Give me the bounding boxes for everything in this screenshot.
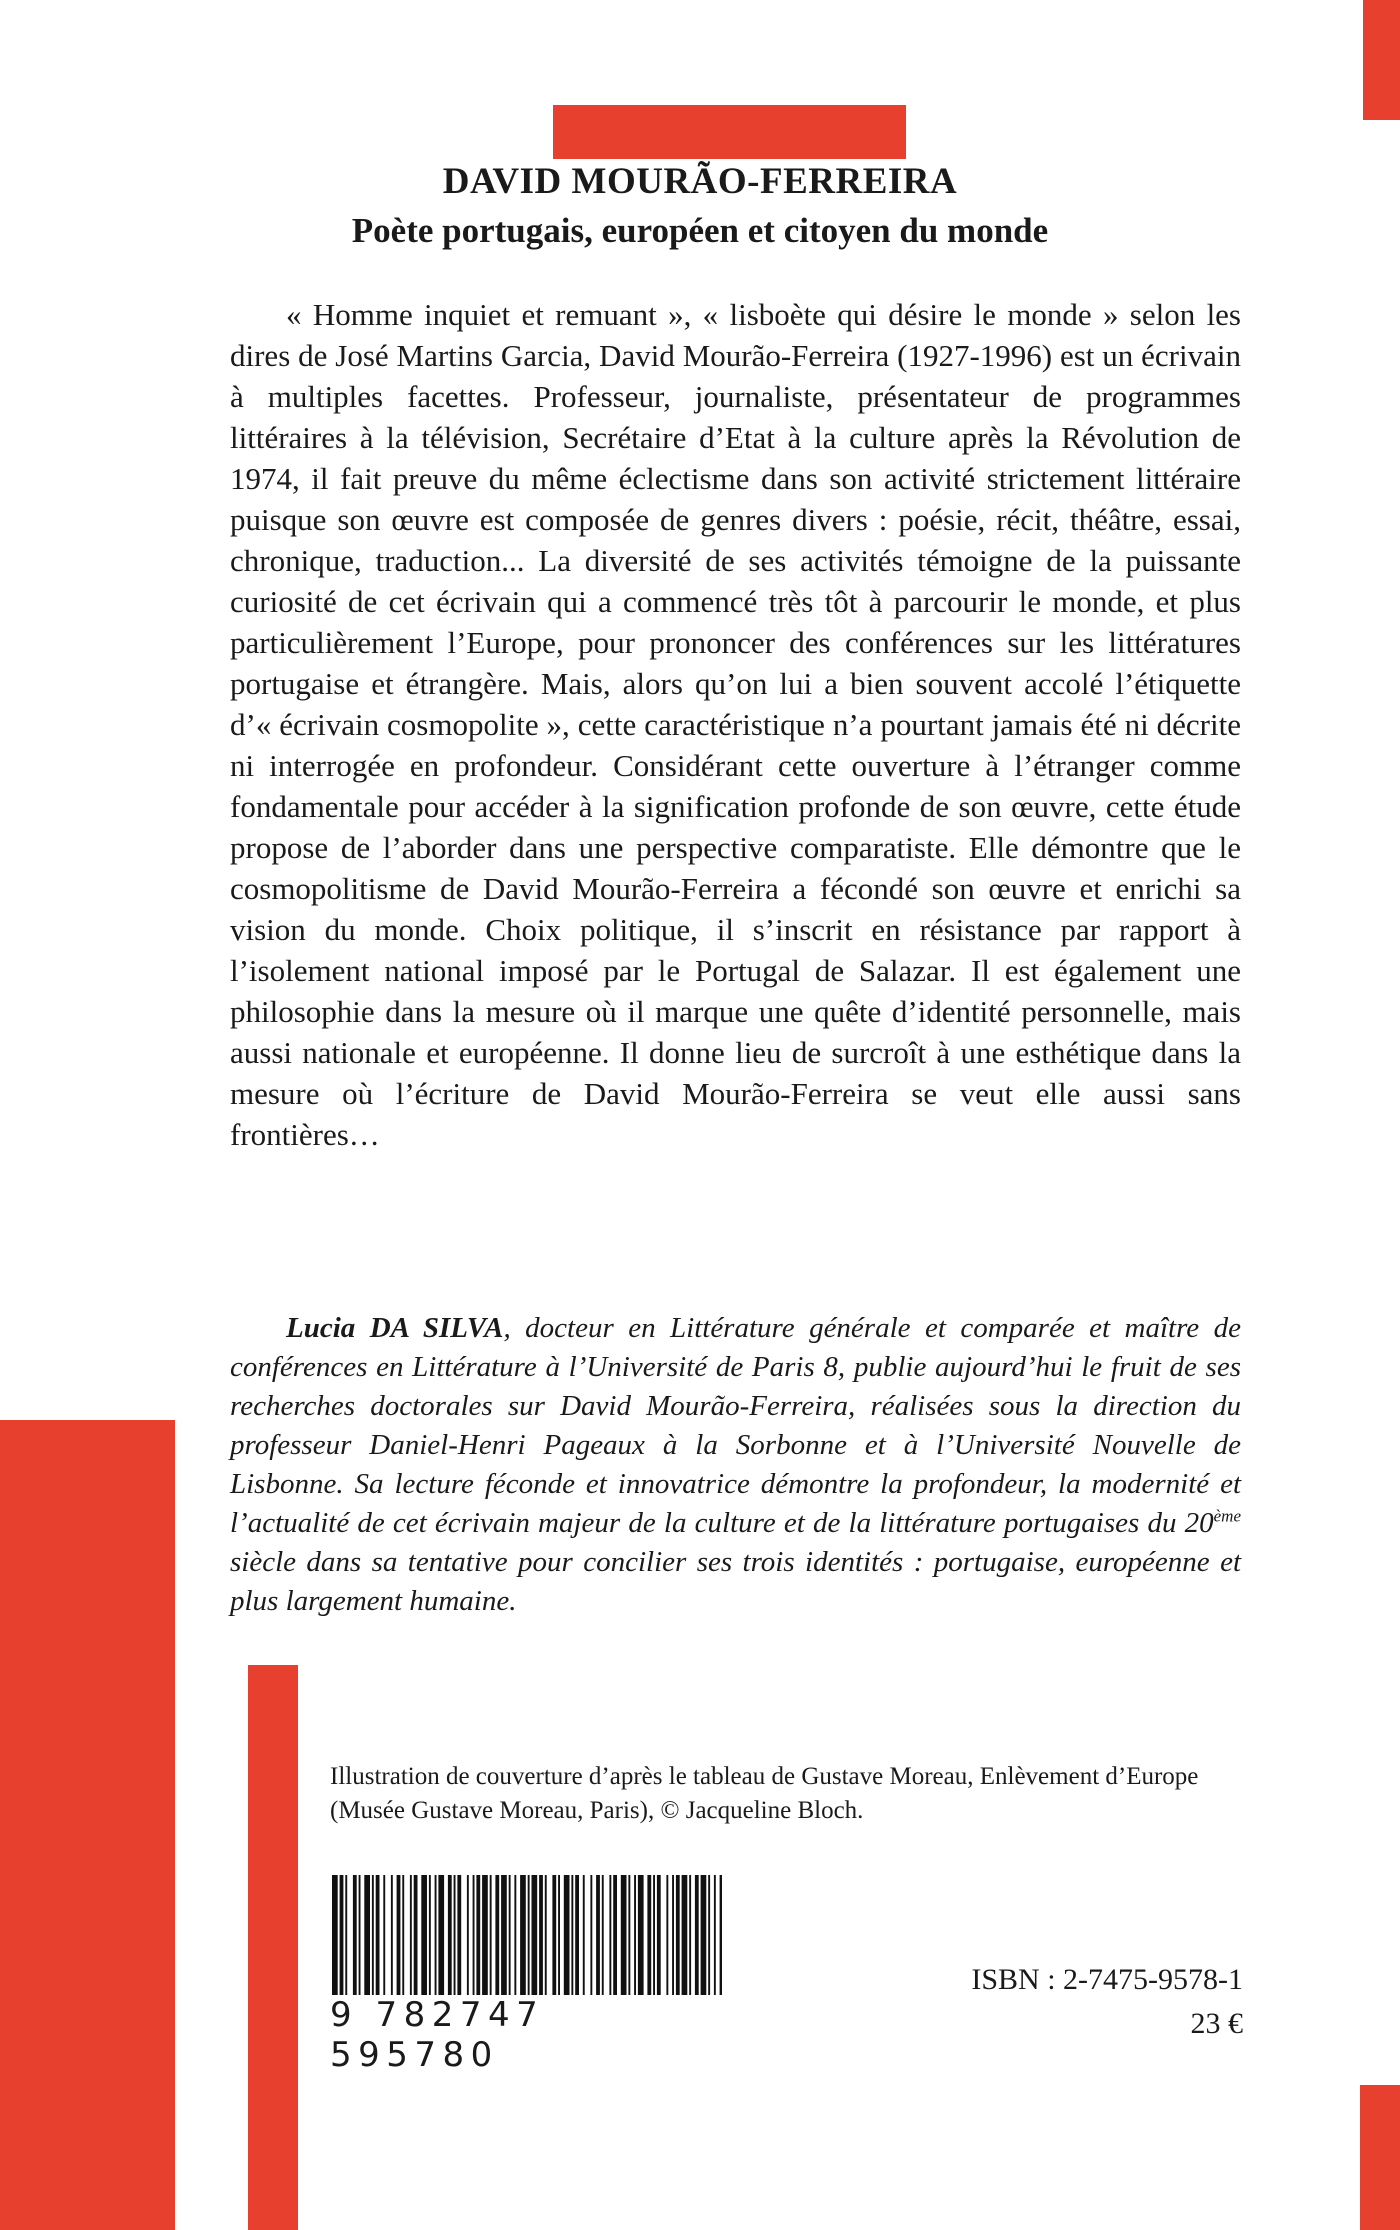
book-subtitle: Poète portugais, européen et citoyen du monde xyxy=(351,211,1049,250)
decorative-bar-left-inner xyxy=(248,1665,298,2230)
isbn-block xyxy=(971,1958,1243,2046)
cover-credit: Illustration de couverture d’après le tableau de Gustave Moreau, Enlèvement d’Europe (Musée Gustave Moreau, Paris), © Jacqueline Bloch. xyxy=(330,1763,1199,1824)
decorative-bar-bottom-right xyxy=(1360,2085,1400,2230)
author-name: Lucia DA SILVA xyxy=(286,1312,504,1344)
bio-text: , docteur en Littérature générale et comparée et maître de conférences en Littérature à l’Université de Paris 8, publie aujourd’hui le fruit de ses recherches doctorales sur David Mourão-Ferreira, réalisées sous la direction du professeur Daniel-Henri Pageaux à la Sorbonne et à l’Université Nouvelle de Lisbonne. Sa lecture féconde et innovatrice démontre la profondeur, la modernité et l’actualité de cet écrivain majeur de la culture et de la littérature portugaises du 20 xyxy=(230,1312,1241,1539)
bio-text-end: siècle dans sa tentative pour concilier ses trois identités : portugaise, européenne et plus largement humaine. xyxy=(230,1546,1241,1617)
decorative-bar-title xyxy=(553,105,906,159)
price: 23 € xyxy=(1190,2007,1243,2040)
barcode-digits: 9 782747 595780 xyxy=(330,1995,730,2075)
summary-paragraph: « Homme inquiet et remuant », « lisboète qui désire le monde » selon les dires de José Martins Garcia, David Mourão-Ferreira (1927-1996) est un écrivain à multiples facettes. Professeur, journaliste, présentateur de programmes littéraires à la télévision, Secrétaire d’Etat à la culture après la Révolution de 1974, il fait preuve du même éclectisme dans son activité strictement littéraire puisque son œuvre est composée de genres divers : poésie, récit, théâtre, essai, chronique, traduction... La diversité de ses activités témoigne de la puissante curiosité de cet écrivain qui a commencé très tôt à parcourir le monde, et plus particulièrement l’Europe, pour prononcer des conférences sur les littératures portugaise et étrangère. Mais, alors qu’on lui a bien souvent accolé l’étiquette d’« écrivain cosmopolite », cette caractéristique n’a pourtant jamais été ni décrite ni interrogée en profondeur. Considérant cette ouverture à l’étranger comme fondamentale pour accéder à la signification profonde de son œuvre, cette étude propose de l’aborder dans une perspective comparatiste. Elle démontre que le cosmopolitisme de David Mourão-Ferreira a fécondé son œuvre et enrichi sa vision du monde. Choix politique, il s’inscrit en résistance par rapport à l’isolement national imposé par le Portugal de Salazar. Il est également une philosophie dans la mesure où il marque une quête d’identité personnelle, mais aussi nationale et européenne. Il donne lieu de surcroît à une esthétique dans la mesure où l’écriture de David Mourão-Ferreira se veut elle aussi sans frontières… xyxy=(230,297,1241,1152)
isbn-number: ISBN : 2-7475-9578-1 xyxy=(971,1963,1243,1996)
decorative-bar-left xyxy=(0,1420,175,2230)
bio-superscript: ème xyxy=(1213,1506,1241,1526)
title-block xyxy=(150,157,1250,255)
book-title: DAVID MOURÃO-FERREIRA xyxy=(442,161,958,202)
decorative-bar-top-right xyxy=(1363,0,1400,120)
author-bio xyxy=(230,1309,1241,1621)
